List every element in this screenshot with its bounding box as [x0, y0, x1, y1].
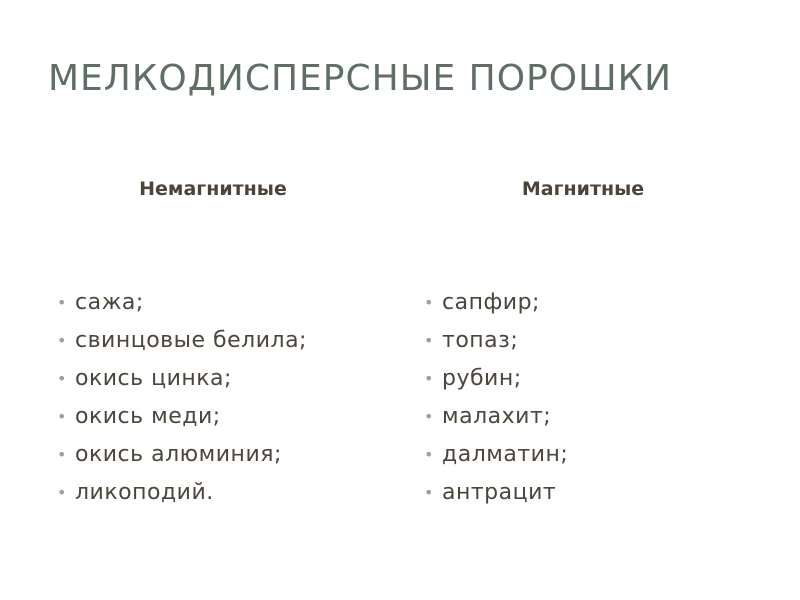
list-item	[57, 322, 307, 360]
bullet-icon: •	[424, 369, 434, 388]
bullet-icon: •	[424, 445, 434, 464]
list-item	[424, 284, 568, 322]
heading-magnetic: Магнитные	[521, 178, 645, 200]
bullet-icon: •	[57, 445, 67, 464]
list-item	[57, 398, 307, 436]
bullet-icon: •	[424, 483, 434, 502]
list-item-text: далматин;	[442, 442, 569, 467]
list-item-text: антрацит	[442, 480, 557, 505]
list-item	[424, 360, 568, 398]
list-item-text: сапфир;	[442, 290, 540, 315]
bullet-icon: •	[424, 293, 434, 312]
list-item	[424, 474, 568, 512]
list-item-text: окись меди;	[75, 404, 221, 429]
list-item-text: топаз;	[442, 328, 519, 353]
slide-title: МЕЛКОДИСПЕРСНЫЕ ПОРОШКИ	[48, 58, 673, 99]
bullet-icon: •	[424, 331, 434, 350]
list-item-text: рубин;	[442, 366, 522, 391]
magnetic-list	[424, 284, 568, 512]
list-item	[424, 436, 568, 474]
bullet-icon: •	[57, 407, 67, 426]
bullet-icon: •	[57, 369, 67, 388]
list-item	[57, 436, 307, 474]
nonmagnetic-list	[57, 284, 307, 512]
bullet-icon: •	[57, 293, 67, 312]
list-item-text: малахит;	[442, 404, 552, 429]
list-item	[57, 284, 307, 322]
list-item-text: ликоподий.	[75, 480, 214, 505]
list-item	[57, 474, 307, 512]
bullet-icon: •	[57, 483, 67, 502]
heading-nonmagnetic: Немагнитные	[139, 178, 287, 200]
list-item-text: сажа;	[75, 290, 144, 315]
bullet-icon: •	[57, 331, 67, 350]
bullet-icon: •	[424, 407, 434, 426]
list-item-text: окись цинка;	[75, 366, 232, 391]
list-item	[424, 398, 568, 436]
list-item-text: окись алюминия;	[75, 442, 282, 467]
list-item-text: свинцовые белила;	[75, 328, 307, 353]
list-item	[57, 360, 307, 398]
list-item	[424, 322, 568, 360]
